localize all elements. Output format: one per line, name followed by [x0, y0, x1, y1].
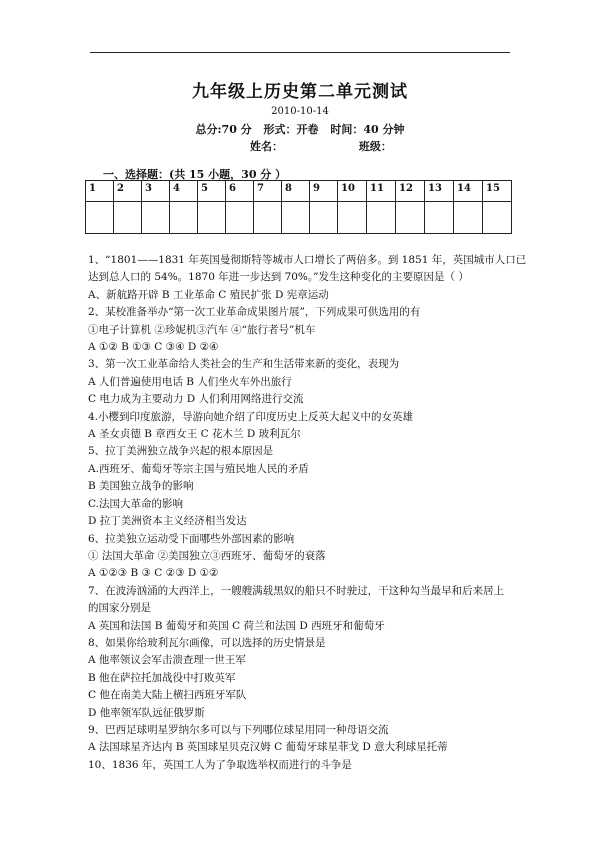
answer-cell: [86, 202, 114, 234]
answer-cell: [282, 202, 310, 234]
answer-cell: [396, 202, 425, 234]
exam-meta: [0, 121, 600, 137]
answer-number: 1: [86, 181, 114, 202]
answer-cell: [483, 202, 512, 234]
answer-number: 14: [454, 181, 483, 202]
header-rule: [90, 52, 510, 53]
answer-number: 8: [282, 181, 310, 202]
question-line: 的国家分别是: [88, 602, 151, 615]
question-line: ①电子计算机 ②珍妮机③汽车 ④“旅行者号”机车: [88, 323, 316, 336]
question-line: 3、第一次工业革命给人类社会的生产和生活带来新的变化，表现为: [88, 358, 400, 371]
answer-cell: [170, 202, 198, 234]
question-line: 9、巴西足球明星罗纳尔多可以与下列哪位球星用同一种母语交流: [88, 723, 389, 736]
section-heading: 一、选择题：(共 15 小题，30 分 ）: [103, 168, 287, 181]
question-list: [88, 252, 528, 774]
question-line: 8、如果你给玻利瓦尔画像，可以选择的历史情景是: [88, 636, 326, 649]
question-line: A 他率领议会军击溃查理一世王军: [88, 654, 246, 667]
answer-number: 10: [338, 181, 367, 202]
question-line: A 人们普遍使用电话 B 人们坐火车外出旅行: [88, 375, 292, 388]
answer-number: 13: [425, 181, 454, 202]
question-line: B 美国独立战争的影响: [88, 480, 194, 493]
question-line: C 他在南美大陆上横扫西班牙军队: [88, 689, 247, 702]
question-line: 5、拉丁美洲独立战争兴起的根本原因是: [88, 445, 274, 458]
question-line: 1、“1801——1831 年英国曼彻斯特等城市人口增长了两倍多。到 1851 年，英国城市人口已: [88, 254, 527, 266]
question-line: A、新航路开辟 B 工业革命 C 殖民扩张 D 宪章运动: [88, 288, 329, 301]
answer-cell: [367, 202, 396, 234]
answer-number: 2: [114, 181, 142, 202]
answer-blank-row: [86, 202, 512, 234]
question-line: 7、在波涛汹涌的大西洋上，一艘艘满载黑奴的船只不时驶过，干这种勾当最早和后来居上: [88, 584, 505, 597]
question-line: D 他率领军队远征俄罗斯: [88, 706, 205, 719]
question-line: A 圣女贞德 B 章西女王 C 花木兰 D 玻利瓦尔: [88, 428, 301, 441]
answer-cell: [338, 202, 367, 234]
answer-cell: [254, 202, 282, 234]
question-line: C 电力成为主要动力 D 人们利用网络进行交流: [88, 393, 304, 406]
question-line: C.法国大革命的影响: [88, 497, 183, 510]
answer-cell: [226, 202, 254, 234]
answer-number: 12: [396, 181, 425, 202]
answer-cell: [425, 202, 454, 234]
question-line: 2、某校准备举办“第一次工业革命成果图片展”，下列成果可供选用的有: [88, 306, 421, 319]
answer-number-row: [86, 181, 512, 202]
answer-cell: [114, 202, 142, 234]
question-line: 达到总人口的 54%。1870 年进一步达到 70%。”发生这种变化的主要原因是（ ）: [88, 271, 469, 284]
answer-number: 11: [367, 181, 396, 202]
name-label: 姓名：: [250, 140, 283, 153]
exam-date: 2010-10-14: [271, 106, 329, 117]
answer-cell: [142, 202, 170, 234]
question-line: B 他在萨拉托加战役中打败英军: [88, 671, 236, 684]
answer-grid: [85, 180, 512, 234]
answer-number: 4: [170, 181, 198, 202]
question-line: 6、拉美独立运动受下面哪些外部因素的影响: [88, 532, 295, 545]
answer-number: 6: [226, 181, 254, 202]
exam-time: 时间：40 分钟: [330, 123, 405, 136]
question-line: D 拉丁美洲资本主义经济相当发达: [88, 515, 247, 528]
question-line: ① 法国大革命 ②美国独立③西班牙、葡萄牙的衰落: [88, 549, 326, 562]
answer-number: 9: [310, 181, 338, 202]
answer-cell: [310, 202, 338, 234]
question-line: A ①② B ①③ C ③④ D ②④: [88, 341, 219, 354]
question-line: 10、1836 年，英国工人为了争取选举权而进行的斗争是: [88, 758, 352, 771]
class-label: 班级：: [358, 140, 392, 153]
exam-form: 形式：开卷: [263, 123, 319, 136]
student-info: [250, 138, 550, 154]
total-score: 总分:70 分: [195, 123, 252, 136]
question-line: A 法国球星齐达内 B 英国球星贝克汉姆 C 葡萄牙球星菲戈 D 意大利球星托蒂: [88, 741, 448, 754]
page-title: 九年级上历史第二单元测试: [192, 82, 408, 102]
question-line: 4.小樱到印度旅游，导游向她介绍了印度历史上反英大起义中的女英雄: [88, 410, 414, 423]
answer-number: 5: [198, 181, 226, 202]
question-line: A.西班牙、葡萄牙等宗主国与殖民地人民的矛盾: [88, 462, 309, 475]
question-line: A ①②③ B ③ C ②③ D ①②: [88, 567, 219, 580]
question-line: A 英国和法国 B 葡萄牙和英国 C 荷兰和法国 D 西班牙和葡萄牙: [88, 619, 385, 632]
answer-number: 7: [254, 181, 282, 202]
answer-cell: [198, 202, 226, 234]
answer-cell: [454, 202, 483, 234]
answer-number: 15: [483, 181, 512, 202]
answer-number: 3: [142, 181, 170, 202]
